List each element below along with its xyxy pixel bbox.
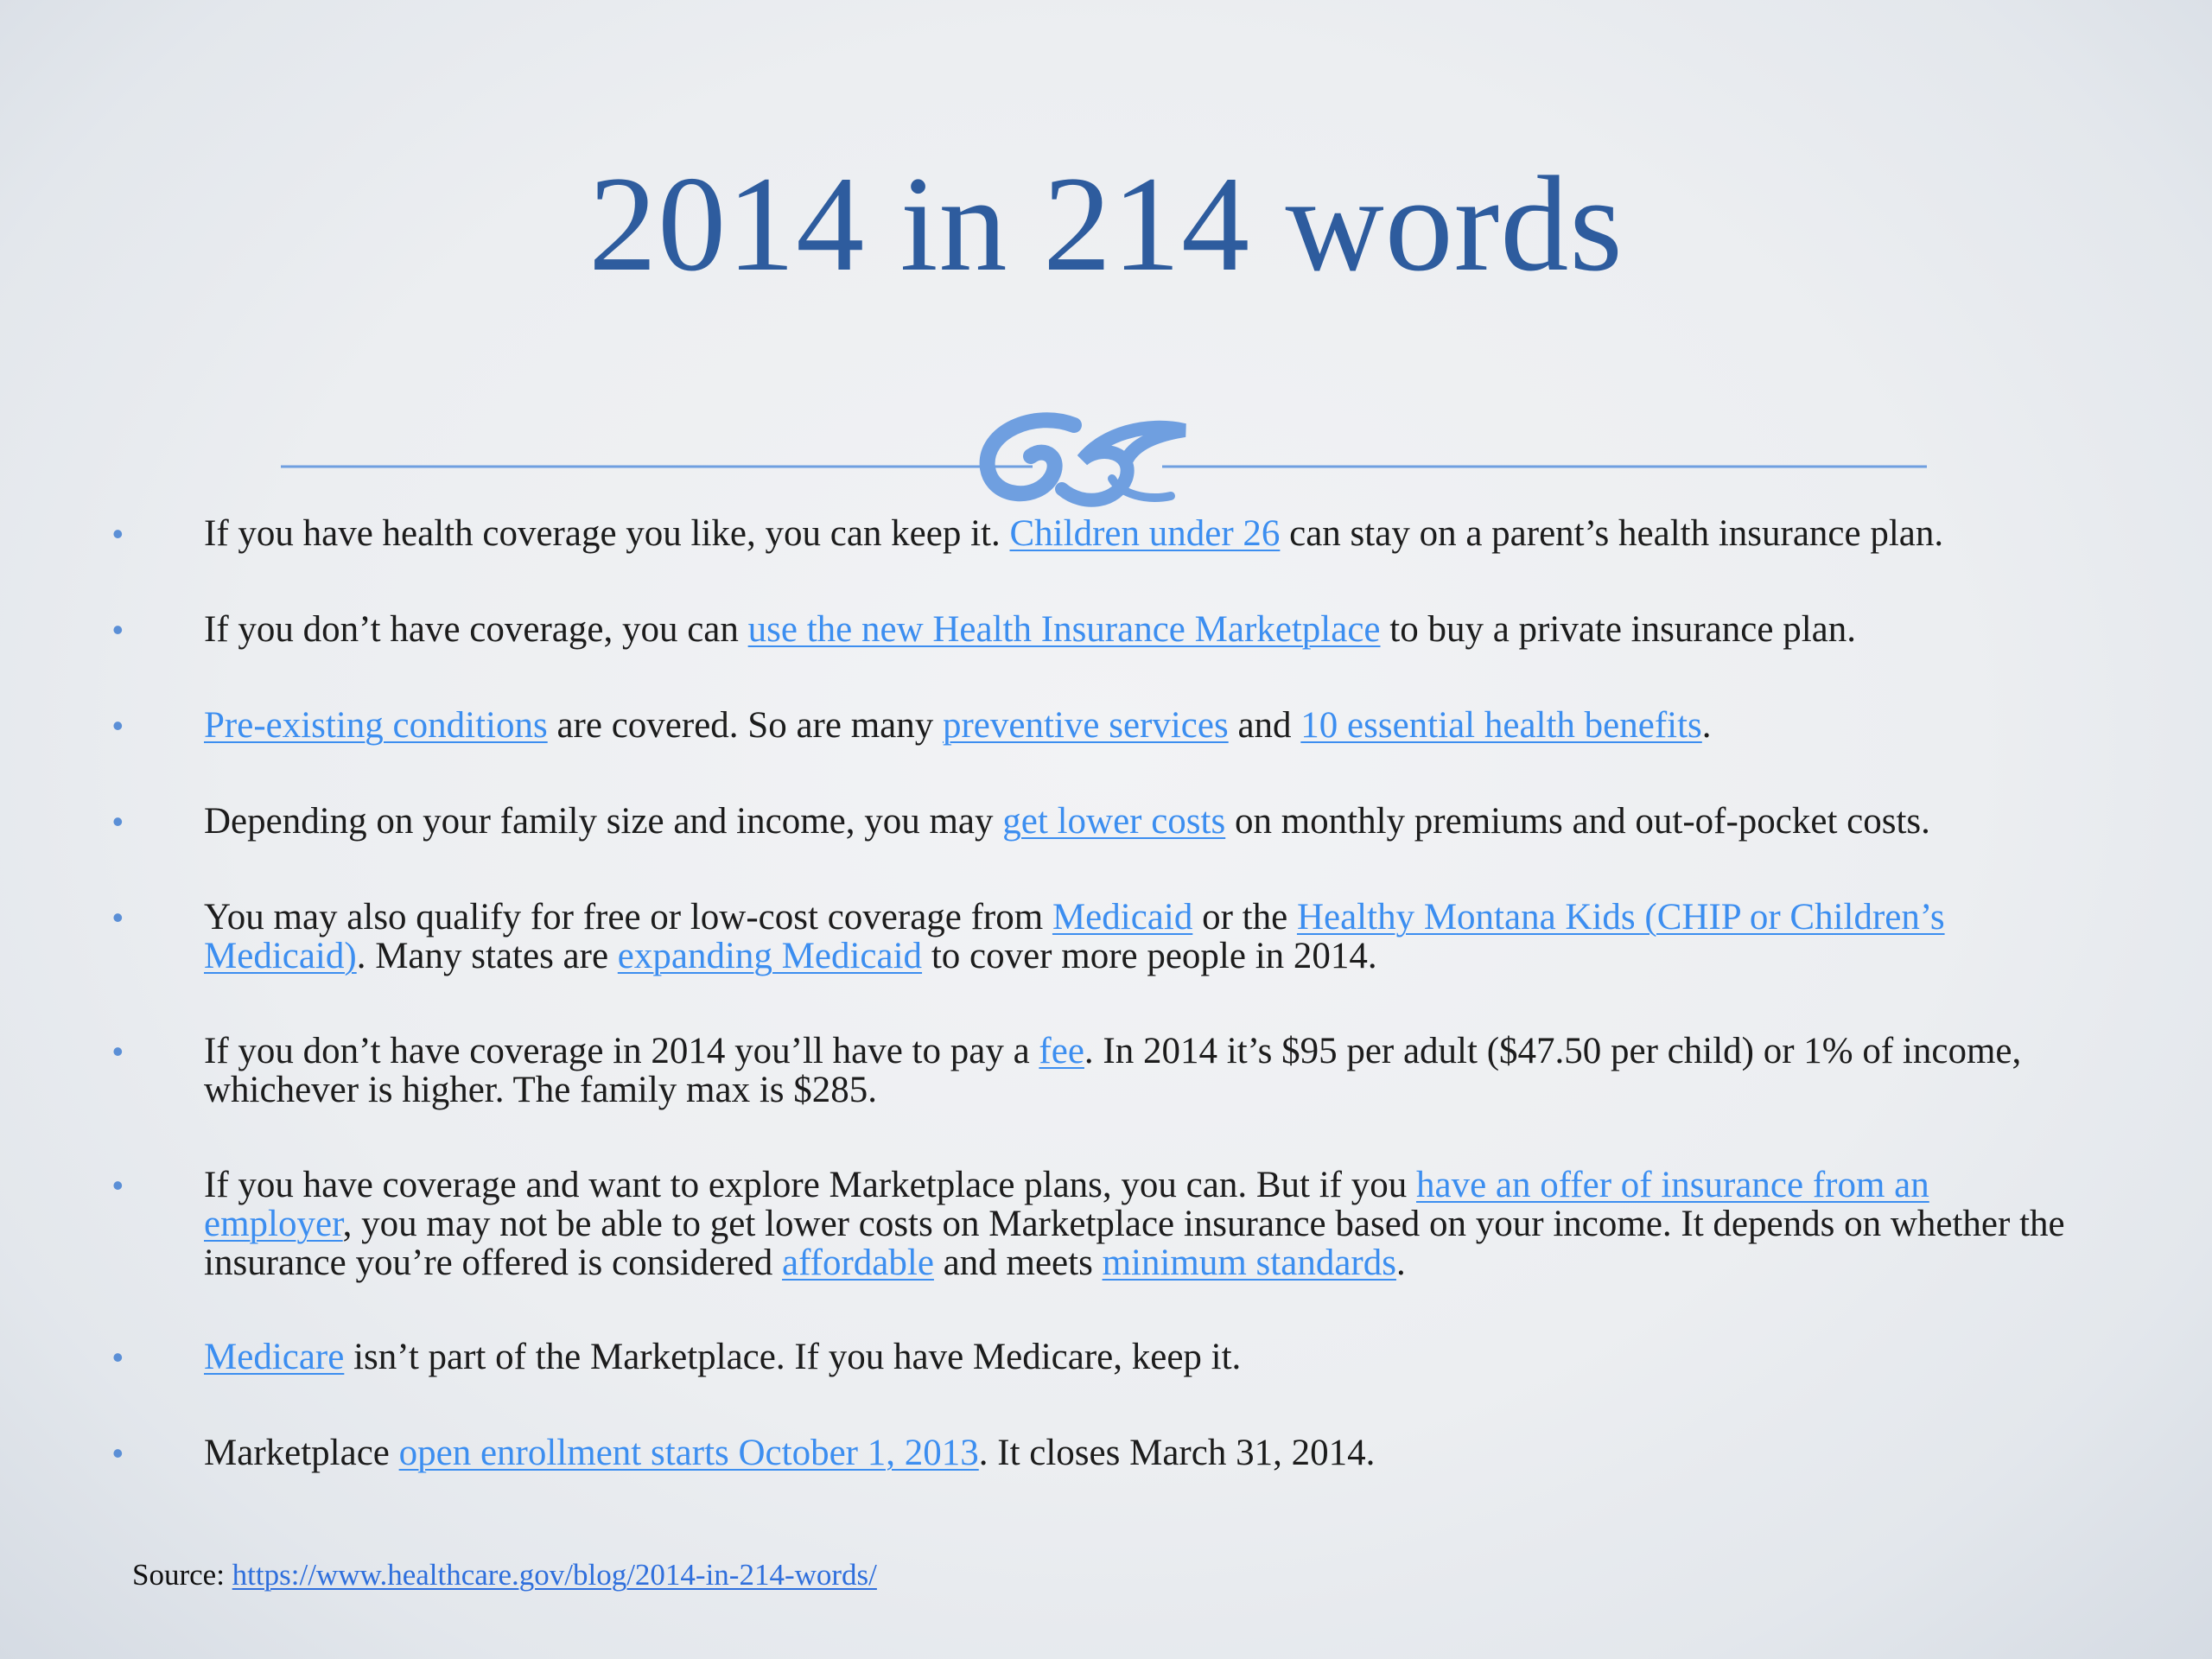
bullet-text-segment: . Many states are (356, 936, 618, 976)
bullet-link[interactable]: have an offer of insurance from an employer (204, 1165, 1929, 1244)
bullet-link[interactable]: get lower costs (1002, 801, 1226, 842)
bullet-text-segment: . (1701, 705, 1712, 746)
bullet-text-segment: , you may not be able to get lower costs on Marketplace insurance based on your income. It depends on whether the insurance you’re offered is considered (204, 1204, 2065, 1283)
bullet-text-segment: You may also qualify for free or low-cost coverage from (204, 897, 1052, 938)
bullet-text-segment: are covered. So are many (547, 705, 943, 746)
bullet-marker: • (112, 516, 124, 551)
bullet-item (112, 1337, 2079, 1377)
source-link[interactable]: https://www.healthcare.gov/blog/2014-in-214-words/ (232, 1558, 877, 1592)
bullet-text-segment: and (1228, 705, 1301, 746)
bullet-marker: • (112, 1167, 124, 1203)
source-label: Source: (132, 1558, 232, 1592)
bullet-text (204, 609, 1856, 650)
bullet-link[interactable]: fee (1039, 1031, 1084, 1071)
bullet-text-segment: and meets (933, 1243, 1103, 1283)
bullet-marker: • (112, 1339, 124, 1375)
bullet-item (112, 801, 2079, 842)
source-citation (132, 1558, 877, 1592)
bullet-item (112, 897, 2079, 976)
bullet-link[interactable]: preventive services (942, 705, 1229, 746)
bullet-text-segment: . It closes March 31, 2014. (978, 1433, 1376, 1473)
bullet-text-segment: on monthly premiums and out-of-pocket costs. (1225, 801, 1930, 842)
bullet-text (204, 1337, 1241, 1377)
bullet-link[interactable]: Medicaid (1052, 897, 1193, 938)
bullet-text-segment: Marketplace (204, 1433, 399, 1473)
bullet-link[interactable]: expanding Medicaid (617, 936, 923, 976)
bullet-text-segment: or the (1192, 897, 1297, 938)
bullet-link[interactable]: 10 essential health benefits (1300, 705, 1702, 746)
bullet-text-segment: If you don’t have coverage, you can (204, 609, 748, 650)
bullet-link[interactable]: minimum standards (1102, 1243, 1396, 1283)
bullet-text-segment: If you have health coverage you like, you can keep it. (204, 513, 1010, 554)
bullet-text (204, 1031, 2021, 1110)
bullet-text (204, 1165, 2065, 1283)
bullet-text-segment: to buy a private insurance plan. (1380, 609, 1856, 650)
bullet-text (204, 801, 1930, 842)
bullet-text-segment: isn’t part of the Marketplace. If you have Medicare, keep it. (344, 1337, 1242, 1377)
bullet-link[interactable]: affordable (782, 1243, 934, 1283)
bullet-item (112, 513, 2079, 554)
bullet-marker: • (112, 804, 124, 839)
bullet-marker: • (112, 1033, 124, 1069)
bullet-marker: • (112, 1435, 124, 1471)
bullet-item (112, 1031, 2079, 1110)
bullet-item (112, 1433, 2079, 1473)
bullet-text-segment: If you have coverage and want to explore Marketplace plans, you can. But if you (204, 1165, 1416, 1205)
bullet-text-segment: . (1395, 1243, 1406, 1283)
bullet-link[interactable]: Healthy Montana Kids (CHIP or Children’s Medicaid) (204, 897, 1945, 976)
bullet-marker: • (112, 899, 124, 935)
bullet-text-segment: . In 2014 it’s $95 per adult ($47.50 per child) or 1% of income, whichever is higher. The family max is $285. (204, 1031, 2022, 1110)
bullet-marker: • (112, 612, 124, 647)
bullet-link[interactable]: use the new Health Insurance Marketplace (747, 609, 1381, 650)
bullet-link[interactable]: Children under 26 (1009, 513, 1281, 554)
bullet-text-segment: If you don’t have coverage in 2014 you’ll have to pay a (204, 1031, 1039, 1071)
bullet-item (112, 705, 2079, 746)
bullet-text (204, 705, 1712, 746)
bullet-link[interactable]: Medicare (204, 1337, 345, 1377)
bullet-text (204, 1433, 1375, 1473)
bullet-text-segment: Depending on your family size and income, you may (204, 801, 1003, 842)
bullet-link[interactable]: open enrollment starts October 1, 2013 (398, 1433, 979, 1473)
bullet-text (204, 513, 1943, 554)
bullet-link[interactable]: Pre-existing conditions (204, 705, 548, 746)
bullet-text-segment: can stay on a parent’s health insurance plan. (1280, 513, 1944, 554)
bullet-item (112, 1165, 2079, 1283)
bullet-item (112, 609, 2079, 650)
bullet-text-segment: to cover more people in 2014. (922, 936, 1377, 976)
bullet-marker: • (112, 708, 124, 743)
slide-title: 2014 in 214 words (588, 149, 1624, 300)
bullet-text (204, 897, 1945, 976)
